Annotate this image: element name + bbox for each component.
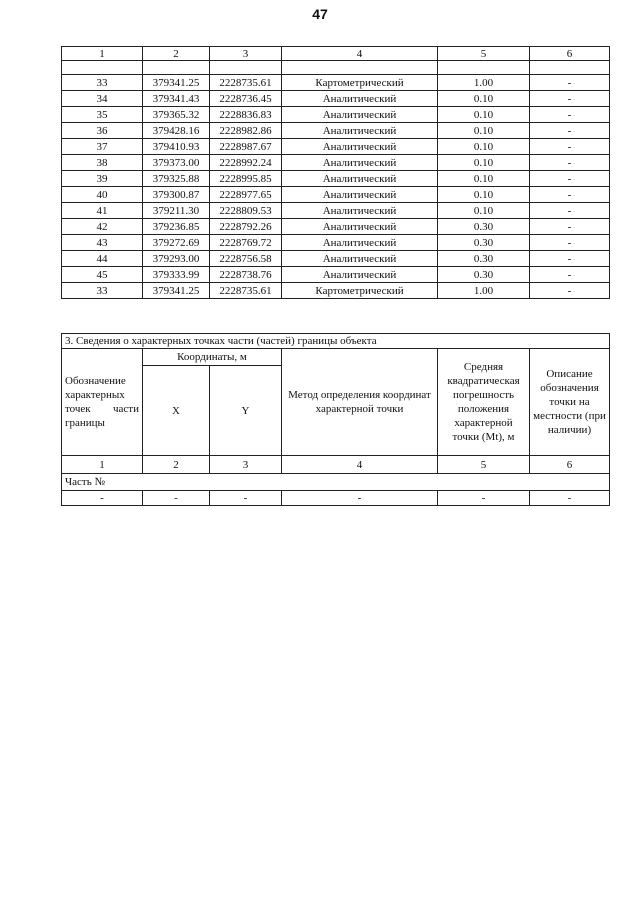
column-number: 4 (282, 456, 438, 474)
table-row (62, 267, 610, 283)
header-cell: 1 (62, 47, 143, 61)
table-row (62, 187, 610, 203)
x-coordinate: 379300.87 (143, 187, 210, 203)
method: Аналитический (282, 267, 438, 283)
point-number: 45 (62, 267, 143, 283)
accuracy: 0.10 (438, 155, 530, 171)
designation-header: Обозначение характерных точек части границы (62, 349, 143, 456)
description: - (530, 283, 610, 299)
method: Аналитический (282, 139, 438, 155)
y-coordinate: 2228977.65 (210, 187, 282, 203)
table-row (62, 283, 610, 299)
y-coordinate: 2228756.58 (210, 251, 282, 267)
x-coordinate: 379365.32 (143, 107, 210, 123)
x-coordinate: 379428.16 (143, 123, 210, 139)
dash-cell: - (210, 491, 282, 506)
header-cell: 4 (282, 47, 438, 61)
accuracy: 0.10 (438, 91, 530, 107)
accuracy: 0.10 (438, 171, 530, 187)
x-coordinate: 379272.69 (143, 235, 210, 251)
description: - (530, 171, 610, 187)
y-coordinate: 2228992.24 (210, 155, 282, 171)
column-number: 6 (530, 456, 610, 474)
accuracy: 0.30 (438, 219, 530, 235)
description: - (530, 203, 610, 219)
empty-row (62, 61, 610, 75)
description: - (530, 251, 610, 267)
empty-cell (62, 61, 143, 75)
header-cell: 5 (438, 47, 530, 61)
header-row-top (62, 349, 610, 366)
part-label: Часть № (62, 474, 610, 491)
error-header: Средняя квадратическая погрешность положения характерной точки (Mt), м (438, 349, 530, 456)
dash-row (62, 491, 610, 506)
point-number: 42 (62, 219, 143, 235)
description: - (530, 75, 610, 91)
table-row (62, 107, 610, 123)
page-number: 47 (312, 6, 328, 22)
dash-cell: - (530, 491, 610, 506)
y-coordinate: 2228995.85 (210, 171, 282, 187)
point-number: 34 (62, 91, 143, 107)
header-cell: 3 (210, 47, 282, 61)
table-row (62, 171, 610, 187)
empty-cell (143, 61, 210, 75)
part-row (62, 474, 610, 491)
y-coordinate: 2228738.76 (210, 267, 282, 283)
table-row (62, 123, 610, 139)
table-row (62, 219, 610, 235)
y-coordinate: 2228736.45 (210, 91, 282, 107)
description: - (530, 267, 610, 283)
empty-cell (530, 61, 610, 75)
method: Аналитический (282, 171, 438, 187)
point-number: 35 (62, 107, 143, 123)
method: Аналитический (282, 91, 438, 107)
accuracy: 0.30 (438, 251, 530, 267)
method: Аналитический (282, 251, 438, 267)
method: Аналитический (282, 187, 438, 203)
accuracy: 0.30 (438, 267, 530, 283)
column-number: 5 (438, 456, 530, 474)
accuracy: 0.10 (438, 187, 530, 203)
header-cell: 6 (530, 47, 610, 61)
table-row (62, 139, 610, 155)
dash-cell: - (62, 491, 143, 506)
part-boundary-points-table (61, 333, 610, 506)
dash-cell: - (438, 491, 530, 506)
column-number: 2 (143, 456, 210, 474)
point-number: 40 (62, 187, 143, 203)
y-coordinate: 2228987.67 (210, 139, 282, 155)
empty-cell (282, 61, 438, 75)
x-coordinate: 379325.88 (143, 171, 210, 187)
column-numbers-row (62, 456, 610, 474)
table-row (62, 235, 610, 251)
point-number: 44 (62, 251, 143, 267)
accuracy: 0.10 (438, 123, 530, 139)
y-header: Y (210, 366, 282, 456)
y-coordinate: 2228982.86 (210, 123, 282, 139)
y-coordinate: 2228769.72 (210, 235, 282, 251)
method: Картометрический (282, 283, 438, 299)
description: - (530, 123, 610, 139)
dash-cell: - (143, 491, 210, 506)
y-coordinate: 2228735.61 (210, 283, 282, 299)
point-number: 41 (62, 203, 143, 219)
point-number: 43 (62, 235, 143, 251)
accuracy: 0.10 (438, 203, 530, 219)
y-coordinate: 2228809.53 (210, 203, 282, 219)
table-row (62, 155, 610, 171)
description: - (530, 219, 610, 235)
dash-cell: - (282, 491, 438, 506)
y-coordinate: 2228792.26 (210, 219, 282, 235)
method: Аналитический (282, 203, 438, 219)
description-header: Описание обозначения точки на местности (при наличии) (530, 349, 610, 456)
point-number: 36 (62, 123, 143, 139)
empty-cell (438, 61, 530, 75)
x-coordinate: 379341.25 (143, 283, 210, 299)
point-number: 33 (62, 75, 143, 91)
method: Аналитический (282, 235, 438, 251)
column-number: 3 (210, 456, 282, 474)
x-coordinate: 379293.00 (143, 251, 210, 267)
coordinates-table (61, 46, 610, 299)
point-number: 33 (62, 283, 143, 299)
table-row (62, 75, 610, 91)
method: Аналитический (282, 123, 438, 139)
x-coordinate: 379410.93 (143, 139, 210, 155)
method: Аналитический (282, 219, 438, 235)
description: - (530, 155, 610, 171)
description: - (530, 139, 610, 155)
empty-cell (210, 61, 282, 75)
table-row (62, 203, 610, 219)
method: Картометрический (282, 75, 438, 91)
x-coordinate: 379373.00 (143, 155, 210, 171)
x-coordinate: 379236.85 (143, 219, 210, 235)
description: - (530, 91, 610, 107)
y-coordinate: 2228735.61 (210, 75, 282, 91)
point-number: 39 (62, 171, 143, 187)
header-cell: 2 (143, 47, 210, 61)
x-coordinate: 379341.25 (143, 75, 210, 91)
accuracy: 0.10 (438, 107, 530, 123)
table-row (62, 251, 610, 267)
description: - (530, 235, 610, 251)
x-coordinate: 379211.30 (143, 203, 210, 219)
section-title: 3. Сведения о характерных точках части (частей) границы объекта (62, 334, 610, 349)
method-header: Метод определения координат характерной точки (282, 349, 438, 456)
description: - (530, 107, 610, 123)
method: Аналитический (282, 155, 438, 171)
table-row (62, 91, 610, 107)
coordinates-header: Координаты, м (143, 349, 282, 366)
accuracy: 1.00 (438, 283, 530, 299)
point-number: 38 (62, 155, 143, 171)
x-header: X (143, 366, 210, 456)
method: Аналитический (282, 107, 438, 123)
x-coordinate: 379341.43 (143, 91, 210, 107)
description: - (530, 187, 610, 203)
point-number: 37 (62, 139, 143, 155)
x-coordinate: 379333.99 (143, 267, 210, 283)
column-number: 1 (62, 456, 143, 474)
table-header-row (62, 47, 610, 61)
accuracy: 0.10 (438, 139, 530, 155)
accuracy: 0.30 (438, 235, 530, 251)
accuracy: 1.00 (438, 75, 530, 91)
y-coordinate: 2228836.83 (210, 107, 282, 123)
section-title-row (62, 334, 610, 349)
